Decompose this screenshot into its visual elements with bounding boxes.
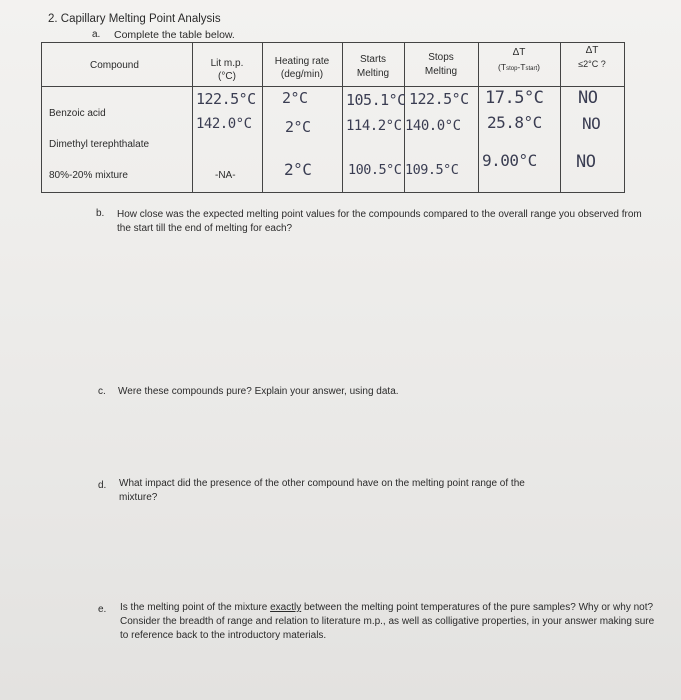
row-mixture-compound: 80%-20% mixture bbox=[49, 170, 128, 181]
row-dmt-compound: Dimethyl terephthalate bbox=[49, 139, 150, 150]
row-benzoic-delta: 17.5°C bbox=[485, 88, 544, 108]
part-e-emphasis: exactly bbox=[270, 602, 302, 613]
row-mixture-lit-mp: -NA- bbox=[215, 170, 236, 181]
header-delta-t: ΔT (Tstop-Tstart) bbox=[498, 47, 540, 72]
part-a-text: Complete the table below. bbox=[114, 29, 235, 41]
row-dmt-starts: 114.2°C bbox=[346, 118, 402, 134]
row-mixture-within: NO bbox=[576, 152, 596, 172]
part-d-letter: d. bbox=[98, 480, 107, 491]
part-c-letter: c. bbox=[98, 386, 106, 397]
row-benzoic-within: NO bbox=[578, 88, 598, 108]
row-mixture-stops: 109.5°C bbox=[405, 162, 459, 178]
row-dmt-delta: 25.8°C bbox=[487, 113, 542, 132]
row-benzoic-starts: 105.1°C bbox=[346, 91, 406, 109]
row-dmt-within: NO bbox=[582, 114, 601, 133]
header-delta-t-check: ΔT ≤2°C ? bbox=[578, 45, 606, 69]
header-starts-melting: Starts Melting bbox=[356, 54, 390, 79]
row-dmt-lit-mp: 142.0°C bbox=[196, 116, 252, 132]
row-benzoic-heating: 2°C bbox=[282, 89, 308, 107]
row-benzoic-lit-mp: 122.5°C bbox=[196, 90, 256, 108]
row-dmt-stops: 140.0°C bbox=[405, 118, 461, 134]
row-mixture-delta: 9.00°C bbox=[482, 151, 537, 170]
header-stops-melting: Stops Melting bbox=[424, 52, 458, 77]
row-benzoic-compound: Benzoic acid bbox=[49, 108, 106, 119]
part-e-letter: e. bbox=[98, 604, 107, 615]
row-benzoic-stops: 122.5°C bbox=[409, 90, 469, 108]
row-dmt-heating: 2°C bbox=[285, 118, 311, 136]
part-b-letter: b. bbox=[96, 208, 105, 219]
header-compound: Compound bbox=[90, 60, 139, 71]
part-c-question: Were these compounds pure? Explain your answer, using data. bbox=[118, 386, 399, 397]
part-a-letter: a. bbox=[92, 29, 101, 40]
part-b-question: How close was the expected melting point values for the compounds compared to the overall range you observed from the start till the end of melting for each? bbox=[117, 209, 642, 234]
header-lit-mp: Lit m.p. (°C) bbox=[210, 58, 244, 82]
row-mixture-heating: 2°C bbox=[284, 160, 312, 179]
part-e-question: Is the melting point of the mixture exactly between the melting point temperatures of the pure samples? Why or why not? Consider the breadth of range and relation to literature m.p., as well as colligative properties, in your answer making sure to reference back to the introductory materials. bbox=[120, 602, 655, 641]
part-d-question: What impact did the presence of the other compound have on the melting point range of the mixture? bbox=[119, 478, 525, 503]
section-title: 2. Capillary Melting Point Analysis bbox=[48, 13, 221, 25]
header-heating-rate: Heating rate (deg/min) bbox=[274, 56, 330, 80]
row-mixture-starts: 100.5°C bbox=[348, 162, 402, 178]
